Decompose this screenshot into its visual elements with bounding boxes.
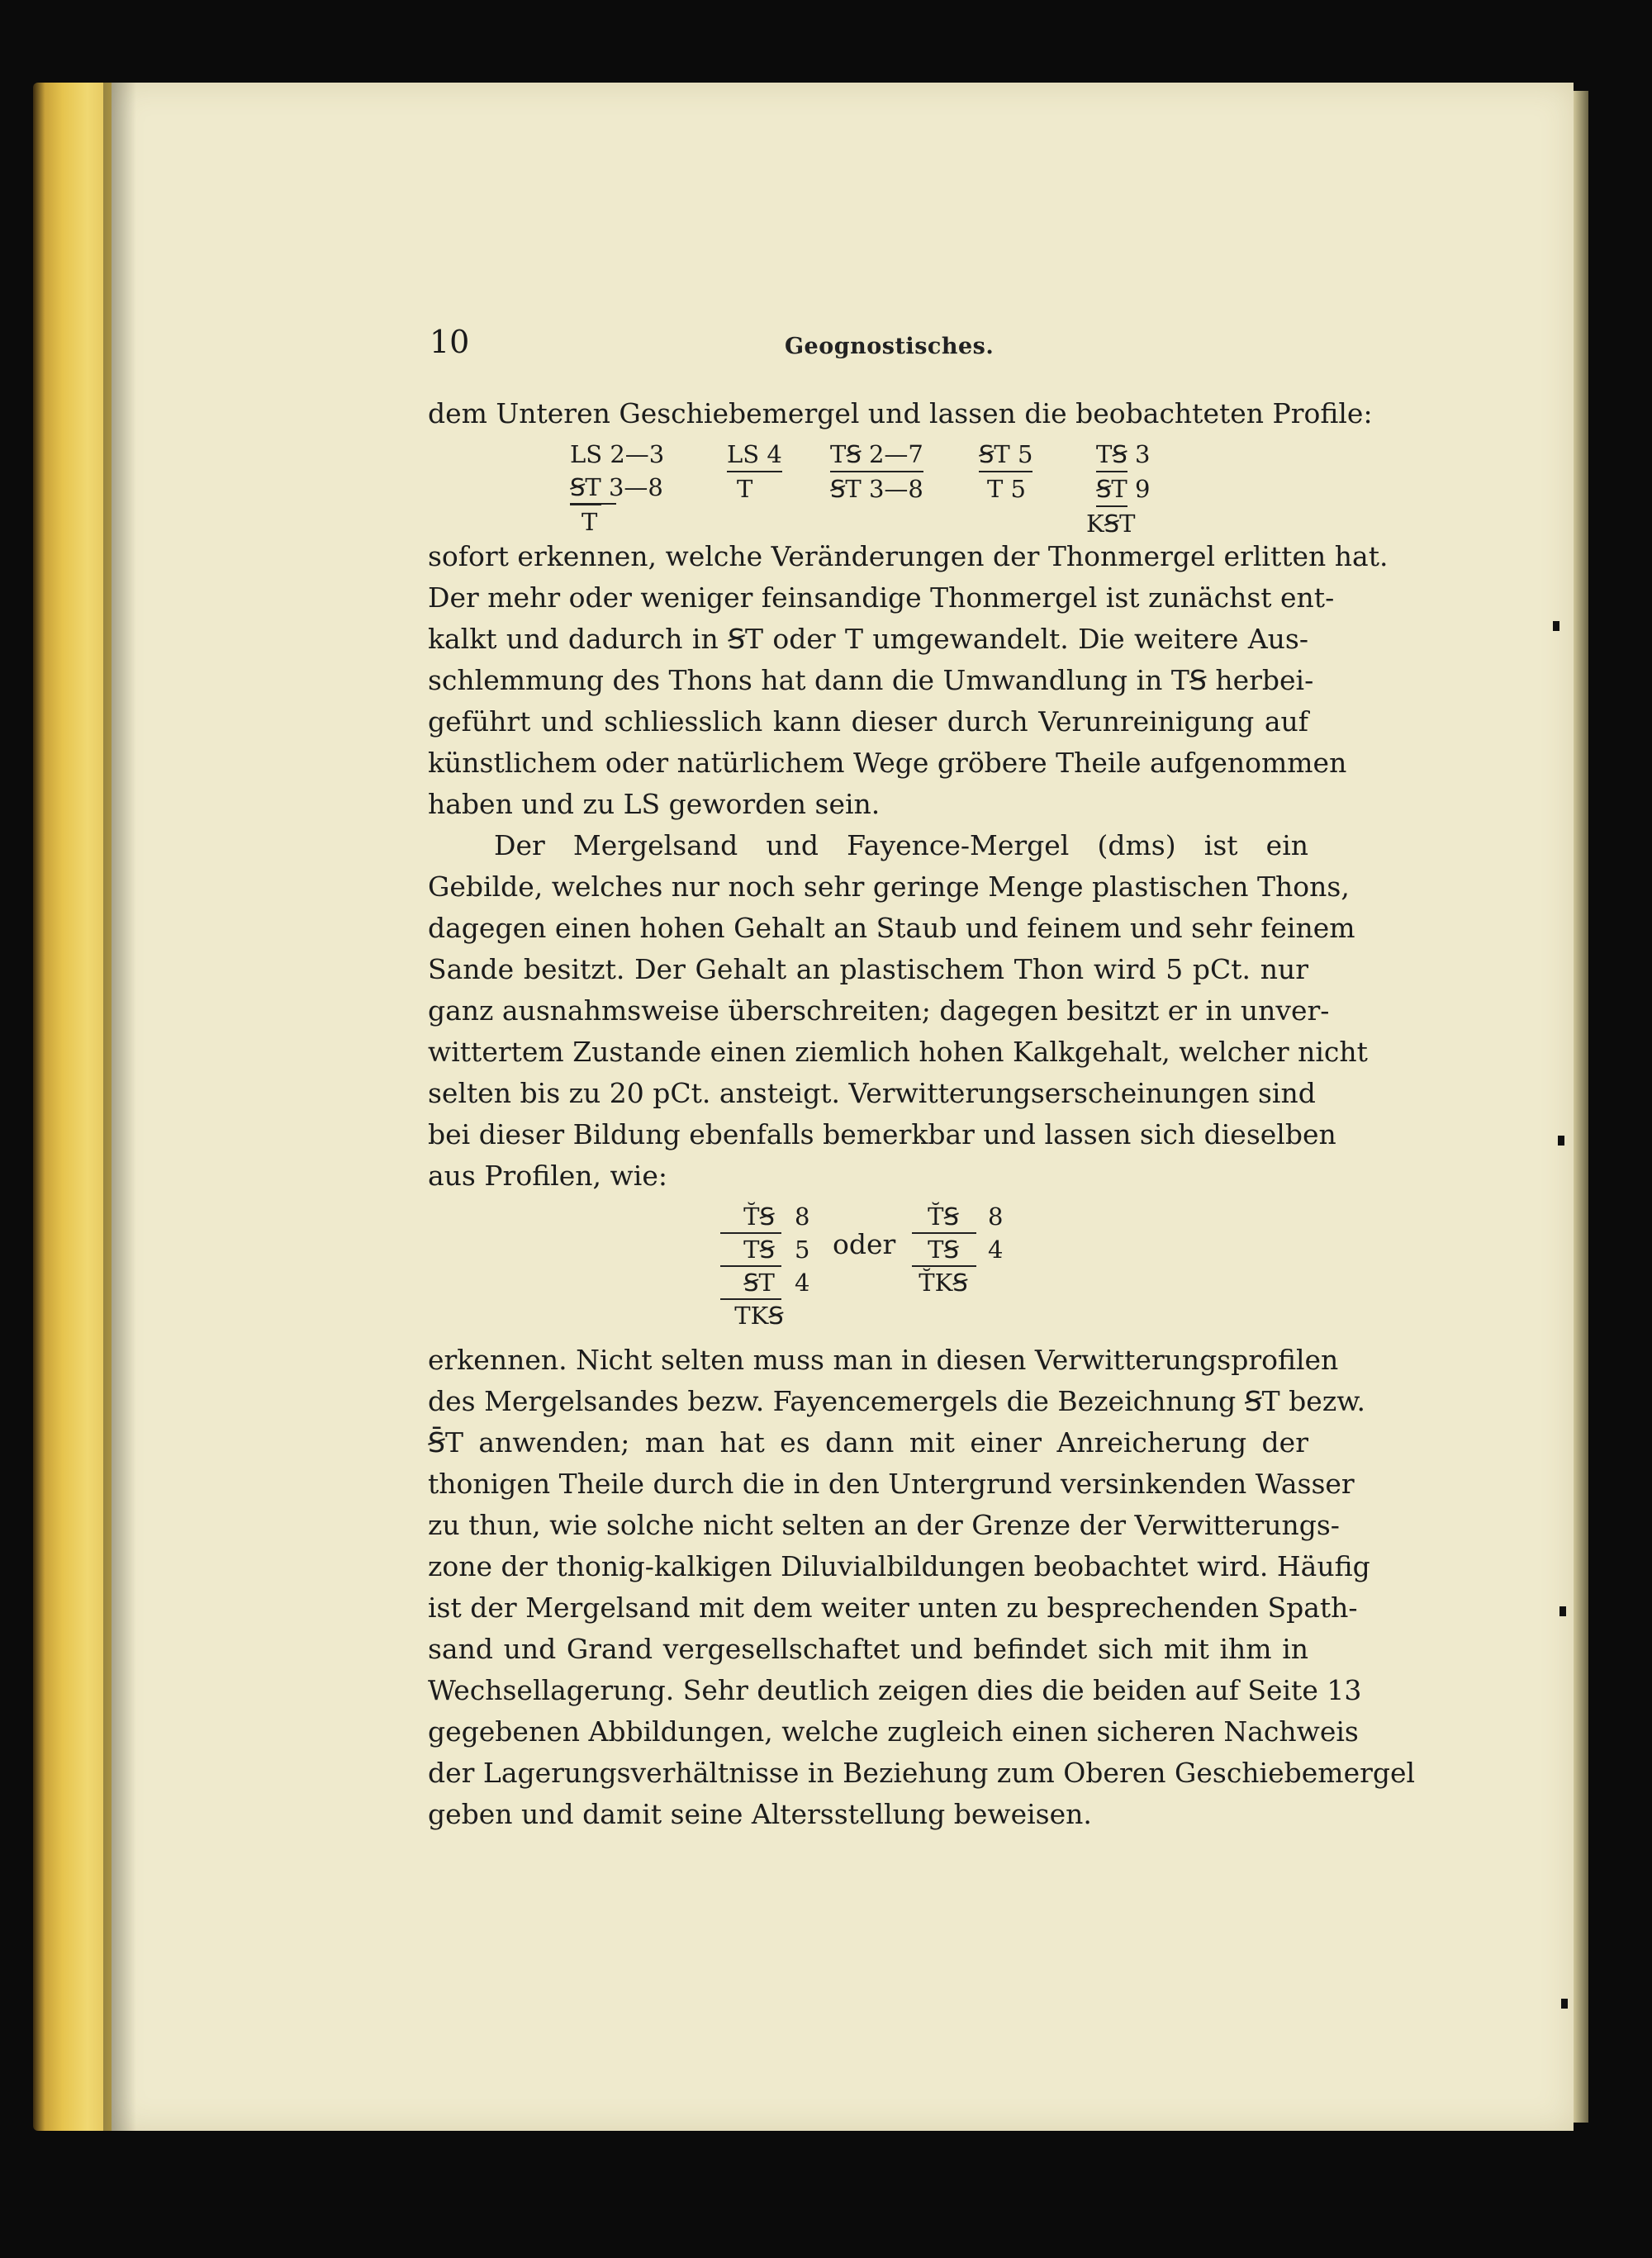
profile-a-n1: 8 <box>795 1203 810 1231</box>
text-line: der Lagerungsverhältnisse in Beziehung zum Oberen Geschiebemergel <box>428 1757 1416 1789</box>
profile-4-row2: T 5 <box>987 475 1027 503</box>
profile-5 <box>1086 438 1150 540</box>
text-line: Der Mergelsand und Fayence-Mergel (dms) ist ein <box>494 829 1308 861</box>
profile-b-row3: T̆KꞨ <box>919 1269 968 1297</box>
profile-a-nums <box>795 1200 809 1299</box>
profile-a-bar3 <box>720 1298 781 1300</box>
profile-5-row1-val: 3 <box>1127 440 1151 468</box>
page-number: 10 <box>430 324 470 360</box>
profile-a-bar2 <box>720 1265 781 1267</box>
edge-mark <box>1561 1999 1568 2009</box>
profile-3-row1: TꞨ 2—7 <box>830 438 923 472</box>
profile-5-row2: ꞨT <box>1096 472 1127 507</box>
text-line: ganz ausnahmsweise überschreiten; dagegen besitzt er in unver- <box>428 994 1330 1027</box>
profile-b-nums <box>988 1200 1003 1266</box>
profile-5-row3: KꞨT <box>1086 510 1136 538</box>
profile-b-row2: TꞨ <box>928 1236 959 1264</box>
text-line: künstlichem oder natürlichem Wege gröbere Theile aufgenommen <box>428 747 1347 779</box>
profile-2-row1: LS 4 <box>727 438 782 472</box>
profile-5-row1: TꞨ <box>1096 438 1127 472</box>
profile-a-row4: TKꞨ <box>734 1302 784 1330</box>
profile-1-row2: ꞨT <box>570 471 601 505</box>
profile-a-bar1 <box>720 1232 781 1234</box>
edge-mark <box>1558 1136 1564 1146</box>
profile-b-bar1 <box>912 1232 976 1234</box>
profile-1-row3: T <box>582 508 598 536</box>
oder-word: oder <box>833 1228 896 1260</box>
profile-4-row1: ꞨT 5 <box>979 438 1032 472</box>
text-line: ist der Mergelsand mit dem weiter unten zu besprechenden Spath- <box>428 1592 1358 1624</box>
text-line: des Mergelsandes bezw. Fayencemergels die Bezeichnung ꞨT bezw. <box>428 1385 1366 1417</box>
text-line: selten bis zu 20 pCt. ansteigt. Verwitterungserscheinungen sind <box>428 1077 1316 1109</box>
profile-1-row1: LS 2—3 <box>570 440 665 468</box>
text-line: zone der thonig-kalkigen Diluvialbildungen beobachtet wird. Häufig <box>428 1550 1370 1582</box>
profile-a-n3: 4 <box>795 1269 810 1297</box>
profile-b-n2: 4 <box>988 1236 1004 1264</box>
text-line: dem Unteren Geschiebemergel und lassen die beobachteten Profile: <box>428 397 1373 429</box>
running-title: Geognostisches. <box>785 334 995 359</box>
profile-a-row2: TꞨ <box>743 1236 775 1264</box>
page-header <box>430 324 1305 373</box>
text-line: Sande besitzt. Der Gehalt an plastischem Thon wird 5 pCt. nur <box>428 953 1308 985</box>
text-line: schlemmung des Thons hat dann die Umwandlung in TꞨ herbei- <box>428 664 1314 696</box>
text-line: kalkt und dadurch in ꞨT oder T umgewandelt. Die weitere Aus- <box>428 623 1308 655</box>
profile-3 <box>830 438 923 505</box>
profile-2-row2: T <box>737 475 753 503</box>
text-line: haben und zu LS geworden sein. <box>428 788 881 820</box>
text-line: sand und Grand vergesellschaftet und befindet sich mit ihm in <box>428 1633 1308 1665</box>
text-line: Der mehr oder weniger feinsandige Thonmergel ist zunächst ent- <box>428 581 1335 614</box>
text-line: Wechsellagerung. Sehr deutlich zeigen dies die beiden auf Seite 13 <box>428 1674 1362 1706</box>
profile-5-row2-val: 9 <box>1127 475 1151 503</box>
profile-b-col <box>912 1200 975 1299</box>
text-line: aus Profilen, wie: <box>428 1160 667 1192</box>
text-line: bei dieser Bildung ebenfalls bemerkbar und lassen sich dieselben <box>428 1118 1336 1150</box>
edge-mark <box>1553 621 1559 631</box>
text-line: dagegen einen hohen Gehalt an Staub und feinem und sehr feinem <box>428 912 1355 944</box>
profile-a-n2: 5 <box>795 1236 810 1264</box>
profile-a-row1: T̆Ꞩ <box>743 1203 775 1231</box>
text-line: geführt und schliesslich kann dieser durch Verunreinigung auf <box>428 705 1308 738</box>
profile-b-bar2 <box>912 1265 976 1267</box>
facing-page-edge <box>1574 91 1588 2123</box>
profile-4 <box>979 438 1032 505</box>
profile-b-n1: 8 <box>988 1203 1004 1231</box>
text-line: sofort erkennen, welche Veränderungen der Thonmergel erlitten hat. <box>428 540 1389 572</box>
profile-3-row2: ꞨT 3—8 <box>830 475 923 503</box>
text-line: thonigen Theile durch die in den Untergrund versinkenden Wasser <box>428 1468 1355 1500</box>
gutter-shadow <box>103 83 136 2131</box>
profile-1 <box>570 438 664 538</box>
text-line: erkennen. Nicht selten muss man in diesen Verwitterungsprofilen <box>428 1344 1339 1376</box>
text-line: gegebenen Abbildungen, welche zugleich einen sicheren Nachweis <box>428 1715 1359 1748</box>
text-line: zu thun, wie solche nicht selten an der Grenze der Verwitterungs- <box>428 1509 1340 1541</box>
text-line: wittertem Zustande einen ziemlich hohen Kalkgehalt, welcher nicht <box>428 1036 1368 1068</box>
edge-mark <box>1559 1606 1566 1616</box>
text-line: Gebilde, welches nur noch sehr geringe Menge plastischen Thons, <box>428 870 1350 903</box>
profile-1-row2-range: 3—8 <box>601 473 663 501</box>
profile-b-row1: T̆Ꞩ <box>928 1203 959 1231</box>
text-line: Ꞩ̄T anwenden; man hat es dann mit einer Anreicherung der <box>428 1426 1308 1459</box>
profile-2 <box>727 438 782 505</box>
profile-a-row3: ꞨT <box>743 1269 775 1297</box>
text-line: geben und damit seine Altersstellung beweisen. <box>428 1798 1092 1830</box>
profile-1-bar <box>570 503 616 505</box>
